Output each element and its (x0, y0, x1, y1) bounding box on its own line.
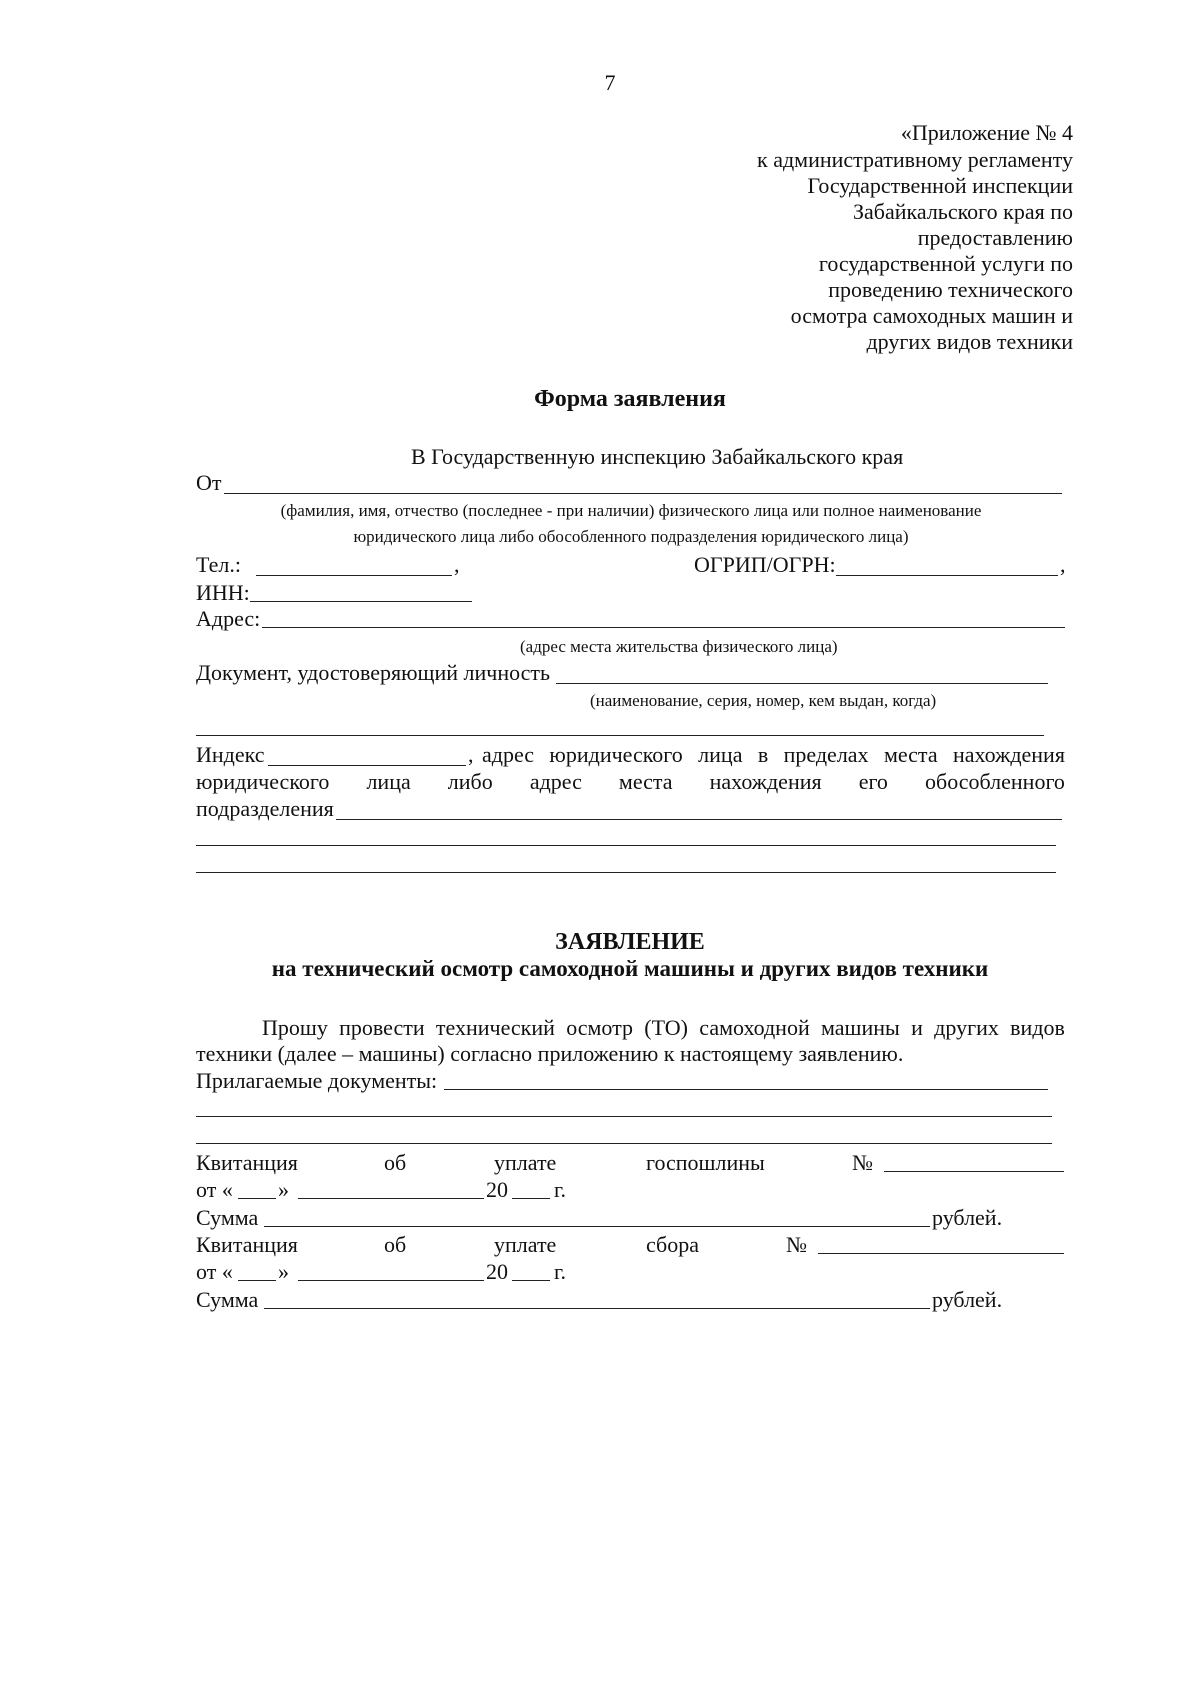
receipt-date-label: от « (196, 1259, 233, 1284)
appendix-line: предоставлению (917, 225, 1073, 250)
receipt-word: уплате (494, 1232, 557, 1257)
receipt-word: об (384, 1232, 407, 1257)
address-label: Адрес: (196, 606, 261, 631)
receipt-day-field[interactable] (238, 1198, 276, 1199)
year-suffix: г. (554, 1177, 567, 1202)
form-title: Форма заявления (534, 386, 726, 412)
currency-label: рублей. (932, 1287, 1003, 1312)
year-suffix: г. (554, 1259, 567, 1284)
identity-doc-hint: (наименование, серия, номер, кем выдан, когда) (590, 691, 937, 710)
word: нахождения (952, 742, 1065, 767)
subdivision-label: подразделения (196, 796, 334, 821)
year-prefix: 20 (486, 1177, 508, 1202)
word: места (883, 742, 938, 767)
subdivision-field[interactable] (336, 819, 1062, 820)
index-label: Индекс (196, 742, 265, 767)
statement-title: ЗАЯВЛЕНИЕ (555, 929, 705, 955)
inn-label: ИНН: (196, 580, 250, 605)
word: юридического (196, 769, 330, 794)
word: места (618, 769, 673, 794)
receipt-word: Квитанция (196, 1150, 298, 1175)
number-sign: № (852, 1150, 873, 1175)
subdivision-field-2[interactable] (196, 845, 1056, 846)
phone-field[interactable] (256, 575, 452, 576)
request-line-1 (262, 1015, 1065, 1041)
currency-label: рублей. (932, 1205, 1003, 1230)
subdivision-field-3[interactable] (196, 872, 1056, 873)
word: его (858, 769, 888, 794)
word: лица (698, 742, 743, 767)
word: адрес (482, 742, 535, 767)
number-sign: № (786, 1232, 807, 1257)
quote-close: » (278, 1259, 289, 1284)
page-number: 7 (604, 70, 616, 95)
word: юридического (549, 742, 683, 767)
from-hint: юридического лица либо обособленного подразделения юридического лица) (353, 527, 909, 546)
word: видов (1010, 1015, 1065, 1040)
receipt-day-field[interactable] (238, 1280, 276, 1281)
legal-address-text-2 (196, 769, 1065, 795)
identity-doc-field[interactable] (556, 683, 1048, 684)
index-field[interactable] (268, 765, 466, 766)
statement-subtitle: на технический осмотр самоходной машины и других видов техники (271, 956, 989, 981)
attached-docs-field-2[interactable] (196, 1116, 1052, 1117)
attached-docs-field[interactable] (444, 1089, 1048, 1090)
word: провести (339, 1015, 425, 1040)
word: машины (821, 1015, 900, 1040)
phone-comma: , (454, 552, 460, 577)
appendix-line: других видов техники (866, 329, 1073, 354)
request-line-2: техники (далее – машины) согласно приложению к настоящему заявлению. (196, 1041, 904, 1066)
sum-label: Сумма (196, 1287, 259, 1312)
word: пределах (783, 742, 869, 767)
ogrn-label: ОГРИП/ОГРН: (694, 552, 836, 577)
appendix-line: осмотра самоходных машин и (790, 303, 1073, 328)
appendix-line: к административному регламенту (757, 147, 1073, 172)
word: осмотр (566, 1015, 634, 1040)
receipt-sum-field[interactable] (264, 1308, 930, 1309)
attached-docs-label: Прилагаемые документы: (196, 1068, 438, 1093)
word: в (757, 742, 769, 767)
word: либо (447, 769, 493, 794)
address-field[interactable] (262, 627, 1065, 628)
appendix-line: Забайкальского края по (853, 199, 1073, 224)
ogrn-comma: , (1060, 552, 1066, 577)
appendix-line: Государственной инспекции (807, 173, 1073, 198)
word: нахождения (709, 769, 822, 794)
word: технический (435, 1015, 555, 1040)
receipt-word: об (384, 1150, 407, 1175)
receipt-date-label: от « (196, 1177, 233, 1202)
word: лица (366, 769, 411, 794)
receipt-word: сбора (646, 1232, 699, 1257)
receipt-year-field[interactable] (512, 1198, 550, 1199)
receipt-year-field[interactable] (512, 1280, 550, 1281)
recipient-line: В Государственную инспекцию Забайкальского края (411, 444, 904, 469)
appendix-line: «Приложение № 4 (900, 120, 1073, 145)
word: самоходной (699, 1015, 810, 1040)
receipt-word: Квитанция (196, 1232, 298, 1257)
address-hint: (адрес места жительства физического лица) (520, 637, 838, 656)
word: и (911, 1015, 923, 1040)
appendix-line: государственной услуги по (818, 251, 1073, 276)
receipt-month-field[interactable] (298, 1198, 484, 1199)
from-label: От (196, 470, 222, 495)
ogrn-field[interactable] (836, 575, 1058, 576)
inn-field[interactable] (250, 601, 472, 602)
receipt-sum-field[interactable] (264, 1226, 930, 1227)
appendix-line: проведению технического (828, 277, 1073, 302)
receipt-number-field[interactable] (884, 1171, 1064, 1172)
attached-docs-field-3[interactable] (196, 1143, 1052, 1144)
word: адрес (529, 769, 582, 794)
identity-doc-field-2[interactable] (196, 735, 1044, 736)
word: других (934, 1015, 999, 1040)
receipt-word: госпошлины (646, 1150, 765, 1175)
year-prefix: 20 (486, 1259, 508, 1284)
word: Прошу (262, 1015, 328, 1040)
identity-doc-label: Документ, удостоверяющий личность (196, 660, 551, 685)
from-field[interactable] (224, 493, 1062, 494)
receipt-month-field[interactable] (298, 1280, 484, 1281)
sum-label: Сумма (196, 1205, 259, 1230)
phone-label: Тел.: (196, 552, 241, 577)
quote-close: » (278, 1177, 289, 1202)
index-comma: , (468, 742, 474, 767)
legal-address-text (482, 742, 1065, 768)
receipt-number-field[interactable] (818, 1253, 1064, 1254)
receipt-word: уплате (494, 1150, 557, 1175)
word: обособленного (925, 769, 1065, 794)
from-hint: (фамилия, имя, отчество (последнее - при наличии) физического лица или полное наименование (280, 501, 982, 520)
word: (ТО) (644, 1015, 688, 1040)
